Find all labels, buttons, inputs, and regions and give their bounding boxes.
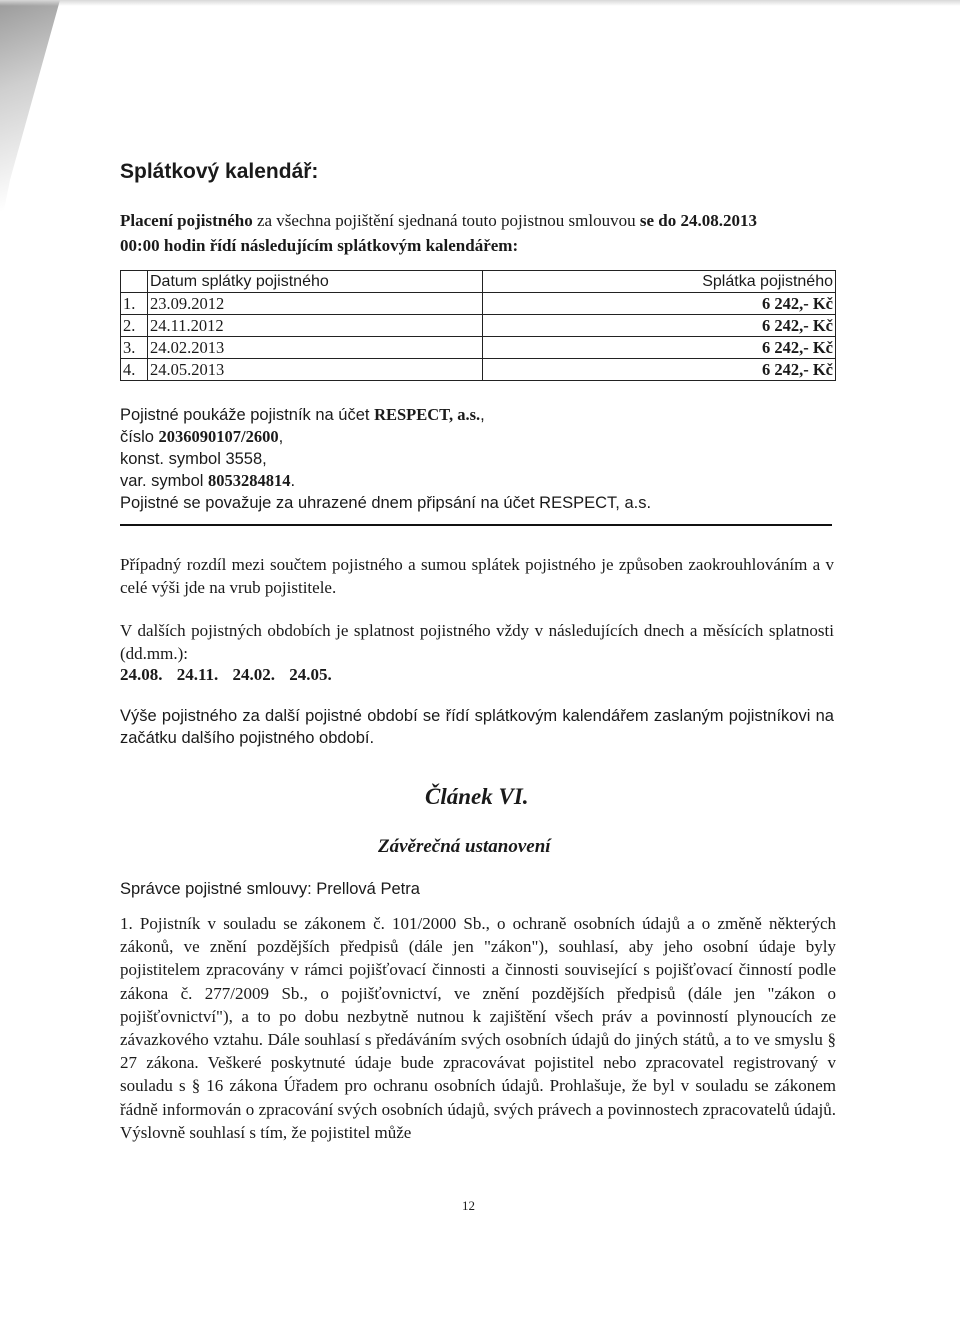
payment-number-line [120,426,651,448]
table-row [121,359,836,381]
row-date: 24.11.2012 [148,315,483,337]
table-row [121,337,836,359]
row-number: 2. [121,315,148,337]
maturity-dates: 24.08. 24.11. 24.02. 24.05. [120,665,332,684]
intro-part2: za všechna pojištění sjednaná touto pojistnou smlouvou [252,211,640,230]
table-header-row [121,271,836,293]
table-row [121,293,836,315]
row-number: 3. [121,337,148,359]
row-amount: 6 242,- Kč [483,337,836,359]
row-date: 23.09.2012 [148,293,483,315]
punctuation: . [290,472,296,490]
scan-shadow [0,0,120,260]
policy-administrator: Správce pojistné smlouvy: Prellová Petra [120,880,420,898]
payment-text: var. symbol [120,472,209,490]
constant-symbol: konst. symbol 3558, [120,450,267,468]
difference-paragraph: Případný rozdíl mezi součtem pojistného a sumou splátek pojistného je způsoben zaokrouhlováním a v celé výši jde na vrub pojistitele. [120,555,834,597]
intro-part1: Placení pojistného [120,211,253,230]
punctuation: , [480,406,485,424]
header-number-cell [121,271,148,293]
payee-name: RESPECT, a.s. [374,405,481,424]
payment-note: Pojistné se považuje za uhrazené dnem připsání na účet RESPECT, a.s. [120,494,652,512]
row-date: 24.02.2013 [148,337,483,359]
payment-instructions [120,404,651,514]
payment-text: číslo [120,428,159,446]
row-amount: 6 242,- Kč [483,293,836,315]
section-heading: Splátkový kalendář: [120,160,319,183]
payment-account-line [120,404,651,426]
consent-paragraph: 1. Pojistník v souladu se zákonem č. 101/2000 Sb., o ochraně osobních údajů a o změně některých zákonů, ve znění pozdějších předpisů (dále jen "zákon"), souhlasí, aby jeho osobní údaje byly pojistitelem zpracovány v rámci pojišťovací činnosti a činnosti související s pojišťovací činností podle zákona č. 277/2009 Sb., o pojišťovnictví, ve znění pozdějších předpisů (dále jen "zákon o pojišťovnictví"), a to po dobu nezbytně nutnou k zajištění všech práv a povinností plynoucích ze závazkového vztahu. Dále souhlasí s předáváním svých osobních údajů do jiných států, a to ve smyslu § 27 zákona. Veškeré poskytnuté údaje bude zpracovávat pojistitel nebo zpracovatel registrovaný v souladu s § 16 zákona Úřadem pro ochranu osobních údajů. Prohlašuje, že byl v souladu se zákonem řádně informován o zpracování svých osobních údajů, svých právech a povinnostech zpracovatelů údajů. Výslovně souhlasí s tím, že pojistitel může [120,914,836,1142]
page-number: 12 [462,1198,475,1213]
intro-part4: 00:00 hodin řídí následujícím splátkovým kalendářem: [120,236,519,255]
row-date: 24.05.2013 [148,359,483,381]
intro-part3: se do 24.08.2013 [639,211,757,230]
payment-text: Pojistné poukáže pojistník na účet [120,406,375,424]
scan-shadow-top [0,0,960,6]
installment-table [120,270,836,381]
header-date: Datum splátky pojistného [148,271,483,293]
row-amount: 6 242,- Kč [483,315,836,337]
row-number: 4. [121,359,148,381]
variable-symbol-line [120,470,651,492]
row-amount: 6 242,- Kč [483,359,836,381]
table-row [121,315,836,337]
article-title: Článek VI. [425,784,529,809]
punctuation: , [278,428,284,446]
intro-paragraph [120,208,840,258]
next-period-paragraph: Výše pojistného za další pojistné období se řídí splátkovým kalendářem zaslaným pojistníkovi na začátku dalšího pojistného období. [120,707,834,747]
row-number: 1. [121,293,148,315]
account-number: 2036090107/2600 [158,427,279,446]
article-subtitle: Závěrečná ustanovení [378,836,551,857]
header-amount: Splátka pojistného [483,271,836,293]
variable-symbol: 8053284814 [208,471,291,490]
maturity-paragraph: V dalších pojistných obdobích je splatnost pojistného vždy v následujících dnech a měsících splatnosti (dd.mm.): [120,621,834,663]
divider [120,524,832,526]
